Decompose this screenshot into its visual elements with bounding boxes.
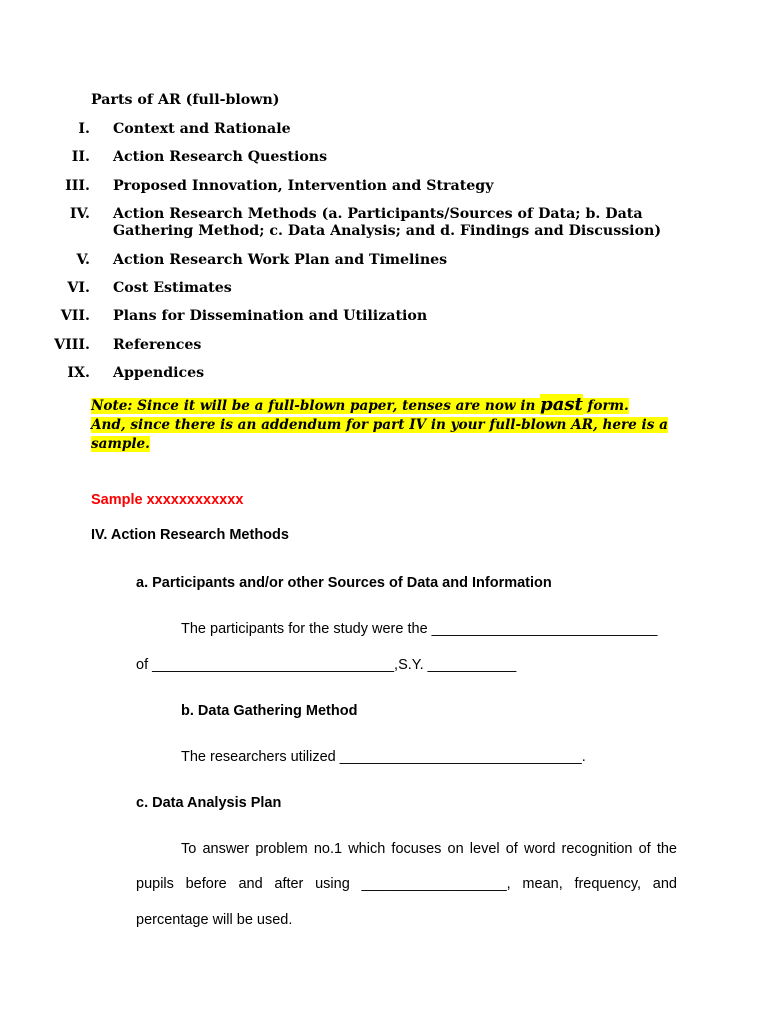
toc-number: VIII. xyxy=(54,337,90,353)
subsection-a-title: a. Participants and/or other Sources of Data and Information xyxy=(136,575,552,591)
toc-text: Action Research Methods (a. Participants/Sources of Data; b. Data Gathering Method; c. Data Analysis; and d. Findings and Discussion) xyxy=(113,206,662,239)
participants-sentence-cont: of ______________________________,S.Y. ___________ xyxy=(136,657,517,673)
toc-title: Parts of AR (full-blown) xyxy=(91,92,280,108)
section-title: IV. Action Research Methods xyxy=(91,527,289,543)
analysis-sentence-line-3: percentage will be used. xyxy=(136,912,293,928)
highlighted-note xyxy=(91,395,691,454)
toc-number: I. xyxy=(78,121,90,137)
note-line-2: And, since there is an addendum for part IV in your full-blown AR, here is a sample. xyxy=(91,417,668,452)
toc-text: Context and Rationale xyxy=(113,121,291,137)
toc-number: V. xyxy=(76,252,90,268)
note-text: form. xyxy=(582,398,629,414)
toc-text: Appendices xyxy=(113,365,205,381)
toc-text: Cost Estimates xyxy=(113,280,232,296)
toc-number: III. xyxy=(65,178,90,194)
subsection-c-title: c. Data Analysis Plan xyxy=(136,795,282,811)
toc-number: VII. xyxy=(60,308,90,324)
data-gathering-sentence: The researchers utilized ______________________________. xyxy=(181,749,586,765)
subsection-b-title: b. Data Gathering Method xyxy=(181,703,358,719)
toc-number: VI. xyxy=(67,280,90,296)
toc-text: References xyxy=(113,337,202,353)
toc-number: II. xyxy=(71,149,90,165)
toc-number: IV. xyxy=(69,206,90,222)
analysis-sentence-line-2: pupils before and after using __________________, mean, frequency, and xyxy=(136,876,677,892)
toc-number: IX. xyxy=(67,365,90,381)
toc-text: Plans for Dissemination and Utilization xyxy=(113,308,428,324)
toc-text: Proposed Innovation, Intervention and Strategy xyxy=(113,178,494,194)
toc-text: Action Research Work Plan and Timelines xyxy=(113,252,448,268)
participants-sentence: The participants for the study were the ____________________________ xyxy=(181,621,658,637)
note-emphasis: past xyxy=(540,394,583,415)
toc-text: Action Research Questions xyxy=(113,149,328,165)
note-text: Note: Since it will be a full-blown paper, tenses are now in xyxy=(91,398,541,414)
sample-heading: Sample xxxxxxxxxxxx xyxy=(91,492,244,508)
analysis-sentence-line-1: To answer problem no.1 which focuses on level of word recognition of the xyxy=(181,841,677,857)
